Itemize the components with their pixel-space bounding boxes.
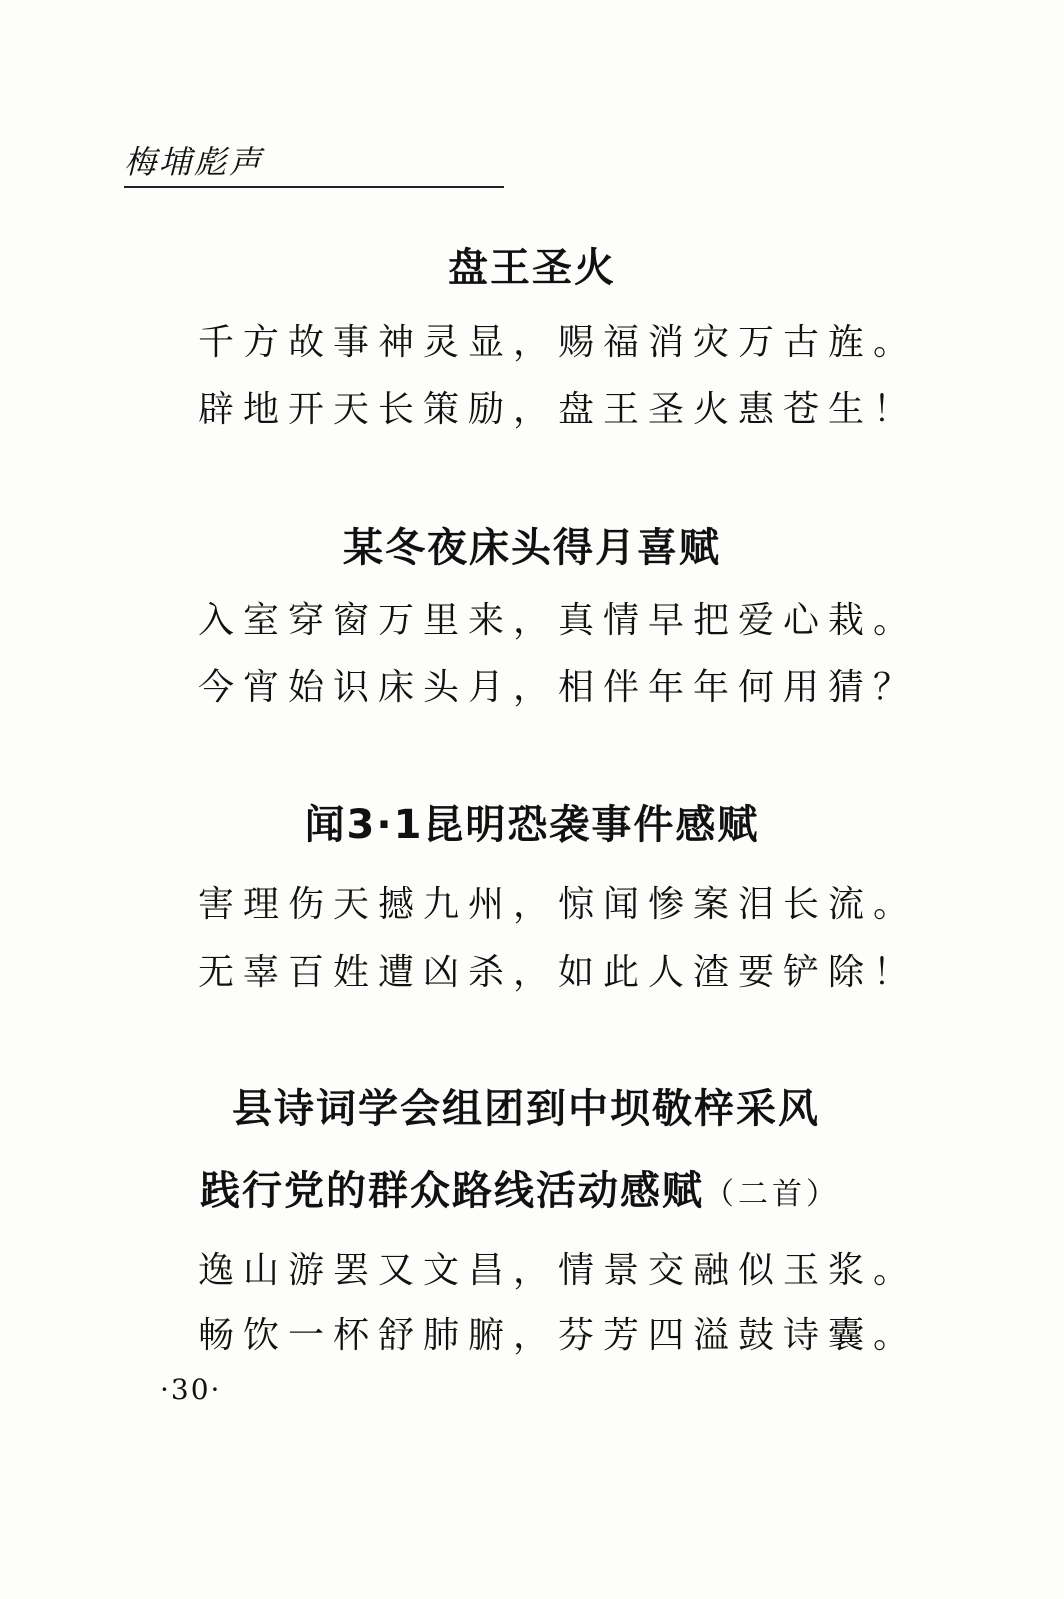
poem-line: 畅饮一杯舒肺腑，芬芳四溢鼓诗囊。 [198, 1315, 919, 1356]
poem-title: 闻3·1昆明恐袭事件感赋 [304, 802, 760, 848]
page-number: ·30· [160, 1373, 222, 1406]
running-header: 梅埔彪声 [124, 142, 504, 188]
poem-line: 入室穿窗万里来，真情早把爱心栽。 [198, 600, 919, 641]
poem-title: 某冬夜床头得月喜赋 [343, 525, 721, 571]
poem-line: 无辜百姓遭凶杀，如此人渣要铲除！ [198, 952, 919, 993]
poem-line: 千方故事神灵显，赐福消灾万古旌。 [198, 322, 919, 363]
poem-title: 盘王圣火 [448, 245, 616, 291]
poem-title-note: （二首） [704, 1177, 840, 1212]
poem-title-line-1: 县诗词学会组团到中坝敬梓采风 [232, 1086, 820, 1132]
poem-line: 今宵始识床头月，相伴年年何用猜？ [198, 667, 919, 708]
poem-line: 辟地开天长策励，盘王圣火惠苍生！ [198, 389, 919, 430]
poem-line: 逸山游罢又文昌，情景交融似玉浆。 [198, 1250, 919, 1291]
poem-title-text: 践行党的群众路线活动感赋 [200, 1168, 704, 1214]
poem-title-line-2 [200, 1166, 840, 1220]
poem-line: 害理伤天撼九州，惊闻惨案泪长流。 [198, 884, 919, 925]
